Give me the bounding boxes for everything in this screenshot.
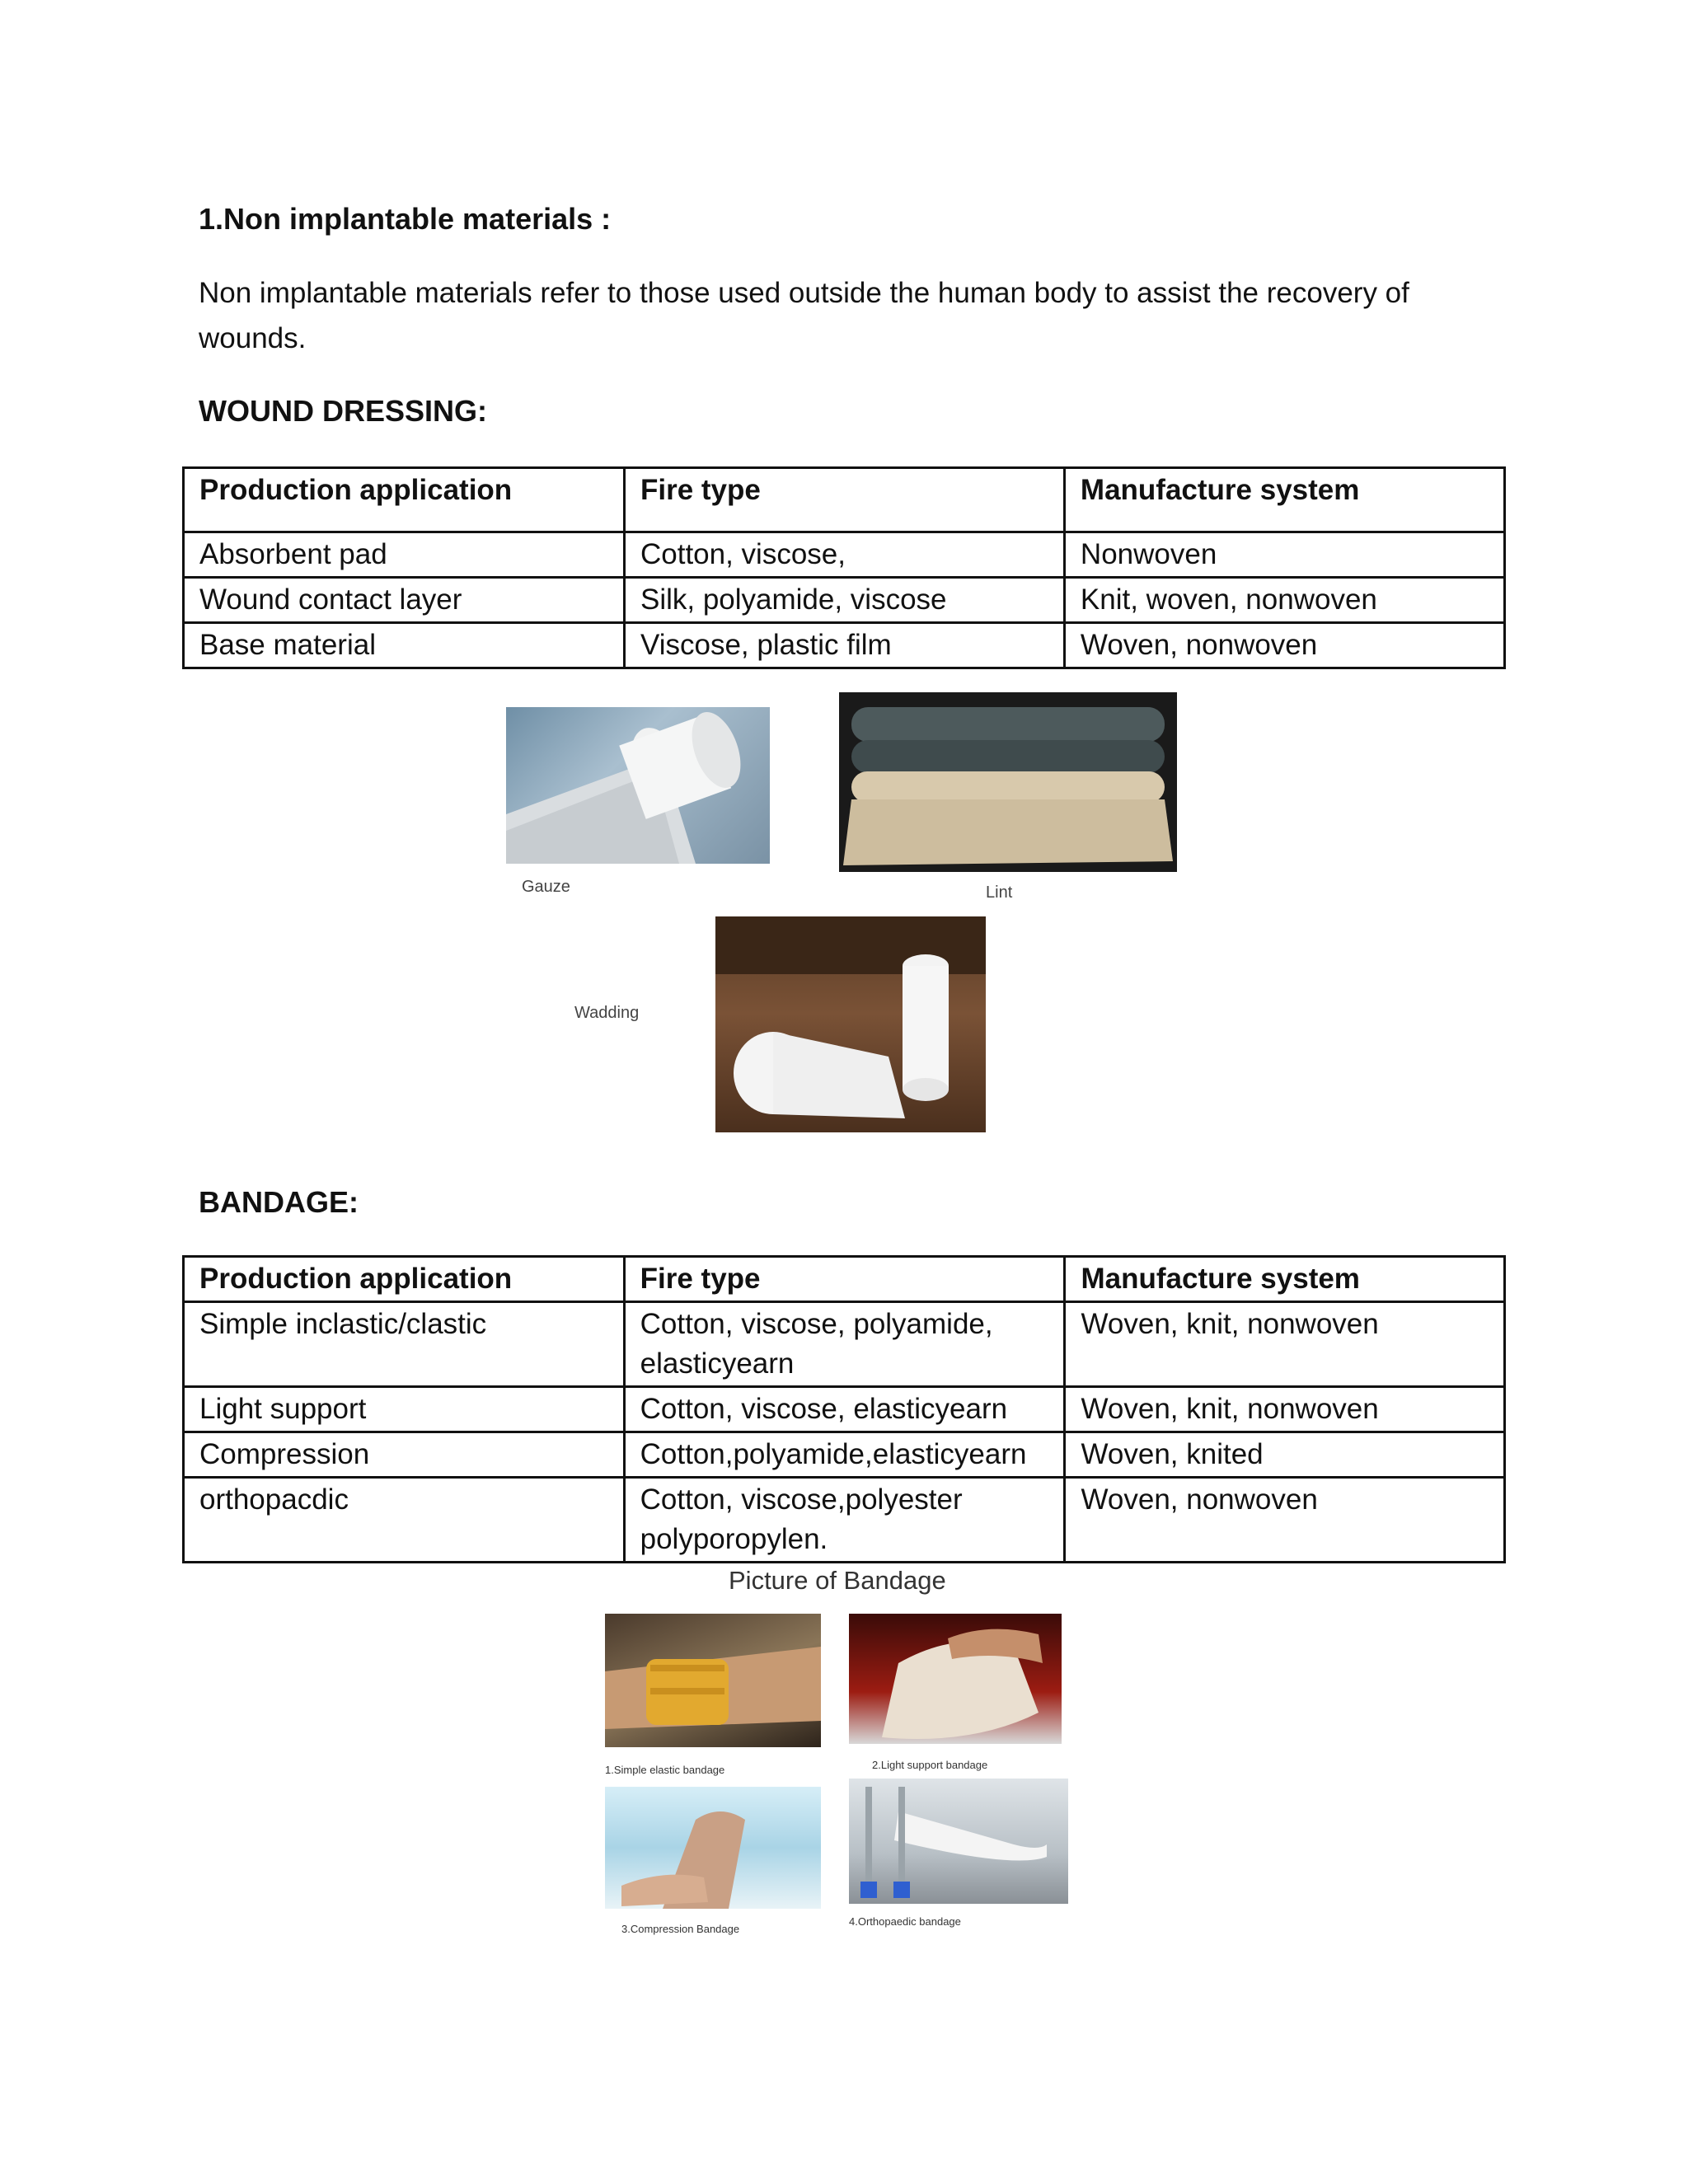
table-cell: Woven, knited: [1065, 1432, 1505, 1478]
table-cell: Silk, polyamide, viscose: [624, 578, 1064, 623]
simple-bandage-caption: 1.Simple elastic bandage: [605, 1764, 725, 1776]
table-cell: Compression: [184, 1432, 625, 1478]
table-cell: Absorbent pad: [184, 532, 625, 578]
wound-dressing-table: [182, 466, 1506, 669]
header-cell: Production application: [184, 1257, 625, 1302]
table-row: [184, 532, 1505, 578]
table-row: [184, 578, 1505, 623]
table-cell: Cotton, viscose,polyester polyporopylen.: [624, 1478, 1065, 1563]
lint-caption: Lint: [986, 883, 1013, 902]
table-cell: Light support: [184, 1387, 625, 1432]
table-row: [184, 1478, 1505, 1563]
table-cell: Woven, nonwoven: [1065, 1478, 1505, 1563]
table-cell: Cotton, viscose, elasticyearn: [624, 1387, 1065, 1432]
bandage-figure-title: Picture of Bandage: [729, 1566, 946, 1595]
header-cell: Production application: [184, 468, 625, 532]
wound-dressing-heading: WOUND DRESSING:: [199, 394, 487, 428]
orthopaedic-bandage-photo: [849, 1779, 1068, 1904]
table-cell: Wound contact layer: [184, 578, 625, 623]
table-cell: Cotton, viscose, polyamide, elasticyearn: [624, 1302, 1065, 1387]
table-header-row: [184, 468, 1505, 532]
gauze-photo: [506, 707, 770, 864]
gauze-caption: Gauze: [522, 878, 570, 896]
light-support-bandage-photo: [849, 1614, 1062, 1744]
table-header-row: [184, 1257, 1505, 1302]
header-cell: Fire type: [624, 468, 1064, 532]
table-cell: Knit, woven, nonwoven: [1064, 578, 1504, 623]
table-cell: Woven, knit, nonwoven: [1065, 1302, 1505, 1387]
wadding-photo: [715, 916, 986, 1132]
table-cell: Simple inclastic/clastic: [184, 1302, 625, 1387]
table-cell: Cotton,polyamide,elasticyearn: [624, 1432, 1065, 1478]
compression-bandage-photo: [605, 1787, 821, 1909]
lint-photo: [839, 692, 1177, 872]
simple-bandage-photo: [605, 1614, 821, 1747]
table-row: [184, 1302, 1505, 1387]
table-row: [184, 1387, 1505, 1432]
header-cell: Manufacture system: [1065, 1257, 1505, 1302]
bandage-heading: BANDAGE:: [199, 1185, 359, 1219]
header-cell: Fire type: [624, 1257, 1065, 1302]
table-cell: Cotton, viscose,: [624, 532, 1064, 578]
table-row: [184, 623, 1505, 668]
table-cell: Woven, nonwoven: [1064, 623, 1504, 668]
intro-paragraph: Non implantable materials refer to those used outside the human body to assist the recovery of wounds.: [199, 277, 1409, 354]
table-cell: Nonwoven: [1064, 532, 1504, 578]
bandage-table: [182, 1255, 1506, 1563]
header-cell: Manufacture system: [1064, 468, 1504, 532]
compression-bandage-caption: 3.Compression Bandage: [621, 1923, 740, 1935]
light-support-bandage-caption: 2.Light support bandage: [872, 1759, 988, 1771]
table-cell: Woven, knit, nonwoven: [1065, 1387, 1505, 1432]
section-title: 1.Non implantable materials :: [199, 202, 612, 236]
table-cell: Base material: [184, 623, 625, 668]
table-row: [184, 1432, 1505, 1478]
orthopaedic-bandage-caption: 4.Orthopaedic bandage: [849, 1915, 961, 1928]
wadding-caption: Wadding: [574, 1004, 640, 1022]
table-cell: Viscose, plastic film: [624, 623, 1064, 668]
table-cell: orthopacdic: [184, 1478, 625, 1563]
